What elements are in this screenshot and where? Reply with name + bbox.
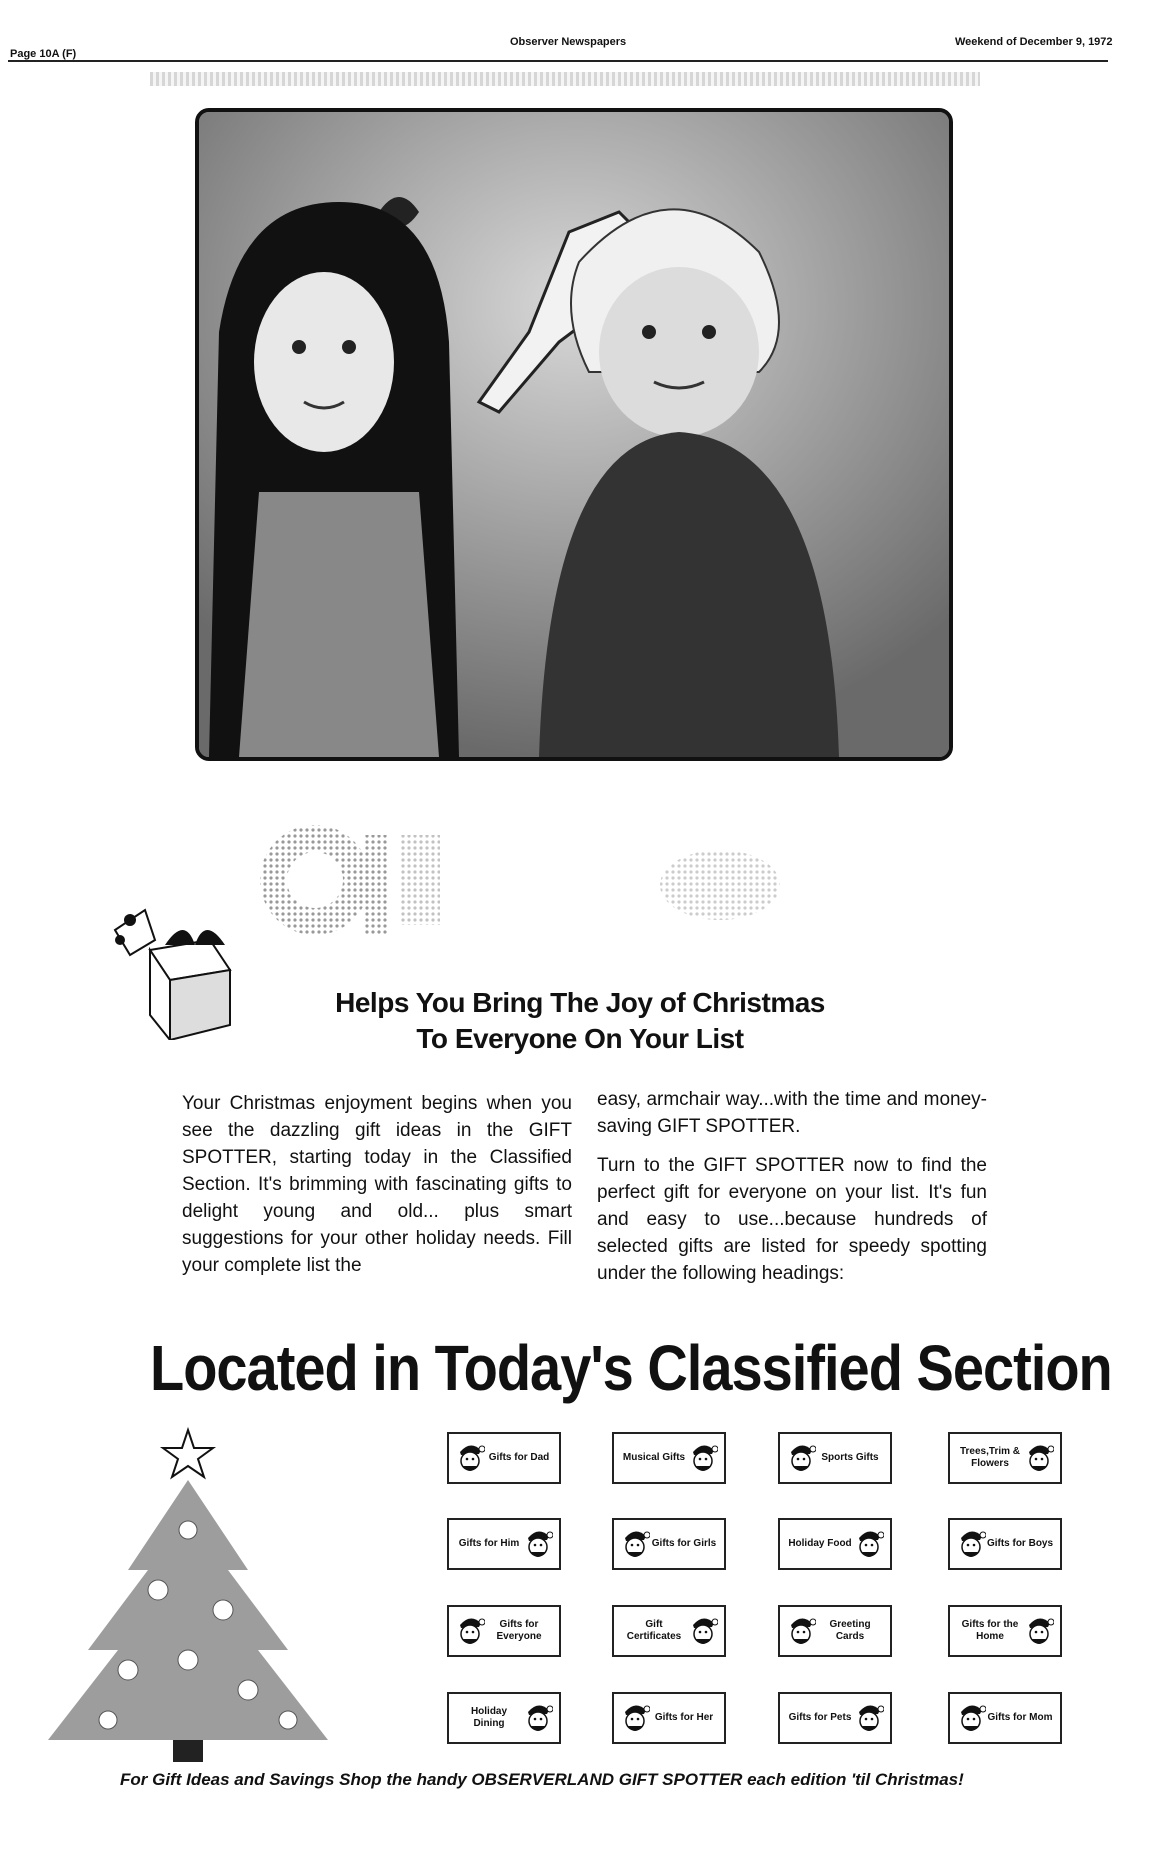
santa-icon (786, 1613, 816, 1649)
body-right-para-1: easy, armchair way...with the time and money-saving GIFT SPOTTER. (597, 1089, 987, 1137)
headline (300, 985, 860, 1057)
heading-box (778, 1605, 892, 1657)
heading-label: Trees,Trim & Flowers (959, 1446, 1021, 1469)
located-heading: Located in Today's Classified Section (150, 1331, 1112, 1404)
santa-icon (688, 1613, 718, 1649)
headline-line-2: To Everyone On Your List (416, 1023, 744, 1054)
body-right-para-2: Turn to the GIFT SPOTTER now to find the perfect gift for everyone on your list. It's fun and easy to use...because hundreds of selected gifts are listed for speedy spotting under the following headings: (597, 1155, 987, 1284)
christmas-tree-icon (38, 1420, 338, 1770)
heading-label: Gifts for Her (654, 1712, 714, 1723)
masthead-rule (8, 60, 1108, 62)
heading-box (447, 1518, 561, 1570)
heading-label: Gifts for the Home (961, 1619, 1019, 1642)
children-photo (195, 108, 953, 761)
heading-box (612, 1605, 726, 1657)
heading-label: Gifts for Pets (788, 1712, 852, 1723)
santa-icon (956, 1526, 986, 1562)
santa-icon (956, 1700, 986, 1736)
body-left-text: Your Christmas enjoyment begins when you see the dazzling gift ideas in the GIFT SPOTTER, starting today in the Classified Section. It's brimming with fascinating gifts to delight young and old... plus smart suggestions for your other holiday needs. Fill your complete list the (182, 1093, 572, 1276)
heading-box (778, 1692, 892, 1744)
body-left (182, 1090, 572, 1291)
issue-date: Weekend of December 9, 1972 (955, 36, 1113, 48)
heading-box (612, 1432, 726, 1484)
heading-box (447, 1432, 561, 1484)
heading-label: Holiday Food (788, 1538, 852, 1549)
paper-name: Observer Newspapers (510, 36, 627, 48)
santa-icon (1024, 1613, 1054, 1649)
heading-box (948, 1605, 1062, 1657)
heading-label: Gifts for Him (458, 1538, 520, 1549)
santa-icon (786, 1440, 816, 1476)
headline-line-1: Helps You Bring The Joy of Christmas (335, 987, 825, 1018)
heading-label: Greeting Cards (829, 1619, 871, 1642)
heading-label: Holiday Dining (470, 1706, 508, 1729)
heading-label: Musical Gifts (622, 1452, 686, 1463)
halftone-band (150, 72, 980, 86)
santa-icon (455, 1440, 485, 1476)
heading-label: Gifts for Everyone (496, 1619, 542, 1642)
heading-box (948, 1692, 1062, 1744)
santa-icon (455, 1613, 485, 1649)
heading-box (778, 1432, 892, 1484)
heading-box (612, 1692, 726, 1744)
heading-label: Gifts for Boys (986, 1538, 1054, 1549)
heading-box (447, 1605, 561, 1657)
santa-icon (620, 1700, 650, 1736)
santa-icon (523, 1526, 553, 1562)
gift-spotter-logo (220, 815, 860, 945)
heading-label: Gifts for Dad (488, 1452, 550, 1463)
heading-label: Gifts for Mom (987, 1712, 1053, 1723)
heading-label: Gift Certificates (626, 1619, 682, 1642)
santa-icon (688, 1440, 718, 1476)
santa-icon (854, 1526, 884, 1562)
footer-tagline: For Gift Ideas and Savings Shop the handy OBSERVERLAND GIFT SPOTTER each edition 'til Christmas! (120, 1770, 964, 1789)
heading-box (612, 1518, 726, 1570)
santa-icon (523, 1700, 553, 1736)
santa-icon (620, 1526, 650, 1562)
heading-box (778, 1518, 892, 1570)
heading-label: Sports Gifts (821, 1452, 879, 1463)
body-right (597, 1086, 987, 1299)
heading-box (948, 1518, 1062, 1570)
santa-icon (854, 1700, 884, 1736)
heading-box (948, 1432, 1062, 1484)
page-number: Page 10A (F) (10, 48, 77, 60)
santa-icon (1024, 1440, 1054, 1476)
heading-box (447, 1692, 561, 1744)
heading-label: Gifts for Girls (651, 1538, 717, 1549)
